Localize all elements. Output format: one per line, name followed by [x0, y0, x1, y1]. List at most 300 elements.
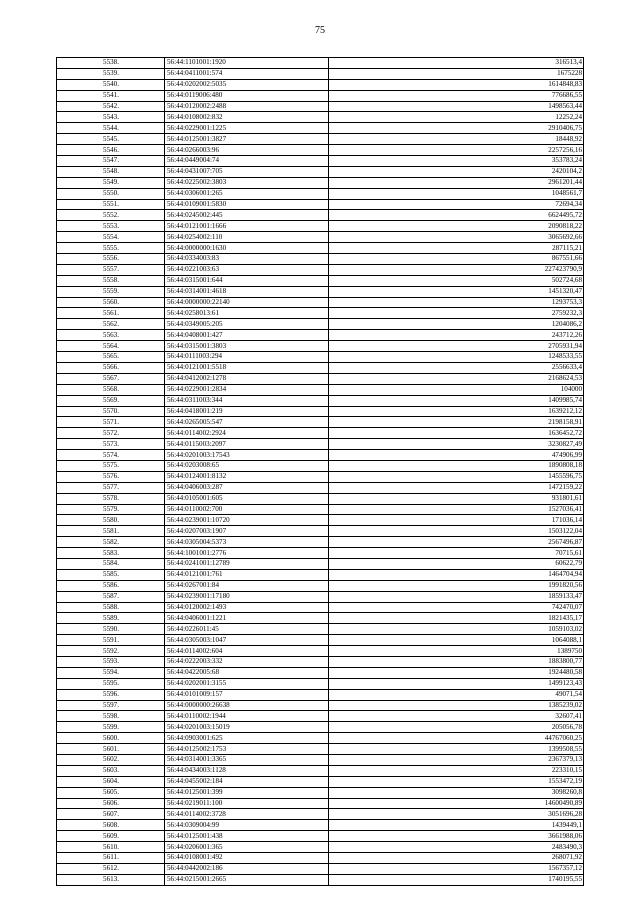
cadastral-number-cell: 56:44:0000000:26638: [165, 700, 329, 711]
cadastral-number-cell: 56:44:0265005:547: [165, 417, 329, 428]
cadastral-number-cell: 56:44:0229001:1225: [165, 123, 329, 134]
table-row: [57, 874, 584, 885]
cadastral-number-cell: 56:44:0222003:332: [165, 656, 329, 667]
row-number-cell: 5610.: [57, 842, 165, 853]
row-number-cell: 5607.: [57, 809, 165, 820]
row-number-cell: 5594.: [57, 667, 165, 678]
value-cell: 1248533,55: [329, 352, 584, 363]
cadastral-number-cell: 56:44:0225002:3803: [165, 177, 329, 188]
value-cell: 104000: [329, 384, 584, 395]
value-cell: 931801,61: [329, 493, 584, 504]
value-cell: 243712,26: [329, 330, 584, 341]
value-cell: 70715,61: [329, 548, 584, 559]
row-number-cell: 5596.: [57, 689, 165, 700]
value-cell: 1498563,44: [329, 101, 584, 112]
row-number-cell: 5559.: [57, 286, 165, 297]
cadastral-number-cell: 56:44:0315001:644: [165, 275, 329, 286]
value-cell: 3065692,66: [329, 232, 584, 243]
table-row: [57, 853, 584, 864]
table-row: [57, 787, 584, 798]
table-row: [57, 156, 584, 167]
value-cell: 1399508,55: [329, 744, 584, 755]
cadastral-number-cell: 56:44:1001001:2776: [165, 548, 329, 559]
table-row: [57, 58, 584, 69]
row-number-cell: 5591.: [57, 635, 165, 646]
cadastral-number-cell: 56:44:0219011:100: [165, 798, 329, 809]
table-row: [57, 112, 584, 123]
row-number-cell: 5569.: [57, 395, 165, 406]
row-number-cell: 5604.: [57, 776, 165, 787]
value-cell: 1503122,04: [329, 526, 584, 537]
row-number-cell: 5556.: [57, 254, 165, 265]
cadastral-number-cell: 56:44:0455002:184: [165, 776, 329, 787]
row-number-cell: 5576.: [57, 471, 165, 482]
row-number-cell: 5560.: [57, 297, 165, 308]
table-row: [57, 776, 584, 787]
row-number-cell: 5540.: [57, 79, 165, 90]
table-row: [57, 613, 584, 624]
value-cell: 18448,92: [329, 134, 584, 145]
table-row: [57, 199, 584, 210]
row-number-cell: 5561.: [57, 308, 165, 319]
value-cell: 1740195,55: [329, 874, 584, 885]
table-row: [57, 700, 584, 711]
table-row: [57, 243, 584, 254]
cadastral-number-cell: 56:44:0124001:8132: [165, 471, 329, 482]
cadastral-number-cell: 56:44:0201003:17543: [165, 450, 329, 461]
table-row: [57, 319, 584, 330]
value-cell: 1464704,94: [329, 569, 584, 580]
value-cell: 3661988,06: [329, 831, 584, 842]
value-cell: 3230827,49: [329, 439, 584, 450]
table-row: [57, 79, 584, 90]
table-row: [57, 689, 584, 700]
value-cell: 32607,41: [329, 711, 584, 722]
table-row: [57, 711, 584, 722]
cadastral-number-cell: 56:44:0306001:265: [165, 188, 329, 199]
cadastral-number-cell: 56:44:0101009:157: [165, 689, 329, 700]
row-number-cell: 5563.: [57, 330, 165, 341]
table-row: [57, 188, 584, 199]
row-number-cell: 5582.: [57, 537, 165, 548]
value-cell: 1064088,1: [329, 635, 584, 646]
value-cell: 2483490,3: [329, 842, 584, 853]
cadastral-number-cell: 56:44:0254002:110: [165, 232, 329, 243]
table-row: [57, 515, 584, 526]
table-row: [57, 504, 584, 515]
cadastral-number-cell: 56:44:0111003:294: [165, 352, 329, 363]
value-cell: 2759232,3: [329, 308, 584, 319]
row-number-cell: 5577.: [57, 482, 165, 493]
row-number-cell: 5545.: [57, 134, 165, 145]
table-row: [57, 635, 584, 646]
cadastral-number-cell: 56:44:0000000:22140: [165, 297, 329, 308]
row-number-cell: 5600.: [57, 733, 165, 744]
table-row: [57, 831, 584, 842]
table-row: [57, 471, 584, 482]
table-row: [57, 602, 584, 613]
value-cell: 2257256,16: [329, 145, 584, 156]
row-number-cell: 5606.: [57, 798, 165, 809]
table-row: [57, 373, 584, 384]
row-number-cell: 5609.: [57, 831, 165, 842]
row-number-cell: 5593.: [57, 656, 165, 667]
row-number-cell: 5580.: [57, 515, 165, 526]
table-row: [57, 548, 584, 559]
table-row: [57, 428, 584, 439]
cadastral-number-cell: 56:44:0120002:1493: [165, 602, 329, 613]
cadastral-number-cell: 56:44:0412002:1278: [165, 373, 329, 384]
value-cell: 1614848,83: [329, 79, 584, 90]
value-cell: 1204086,2: [329, 319, 584, 330]
cadastral-number-cell: 56:44:0000000:1630: [165, 243, 329, 254]
table-row: [57, 744, 584, 755]
value-cell: 1991820,56: [329, 580, 584, 591]
value-cell: 171036,14: [329, 515, 584, 526]
table-row: [57, 395, 584, 406]
row-number-cell: 5613.: [57, 874, 165, 885]
row-number-cell: 5566.: [57, 362, 165, 373]
table-row: [57, 526, 584, 537]
row-number-cell: 5585.: [57, 569, 165, 580]
row-number-cell: 5599.: [57, 722, 165, 733]
row-number-cell: 5564.: [57, 341, 165, 352]
value-cell: 2420104,2: [329, 166, 584, 177]
cadastral-number-cell: 56:44:0229001:2834: [165, 384, 329, 395]
cadastral-number-cell: 56:44:1101001:1920: [165, 58, 329, 69]
cadastral-number-cell: 56:44:0120002:2488: [165, 101, 329, 112]
row-number-cell: 5552.: [57, 210, 165, 221]
table-row: [57, 210, 584, 221]
value-cell: 1636452,72: [329, 428, 584, 439]
cadastral-number-cell: 56:44:0315001:3803: [165, 341, 329, 352]
table-row: [57, 352, 584, 363]
value-cell: 205056,78: [329, 722, 584, 733]
table-row: [57, 755, 584, 766]
table-row: [57, 221, 584, 232]
table-row: [57, 177, 584, 188]
row-number-cell: 5572.: [57, 428, 165, 439]
table-row: [57, 417, 584, 428]
cadastral-number-cell: 56:44:0215001:2665: [165, 874, 329, 885]
cadastral-number-cell: 56:44:0226011:45: [165, 624, 329, 635]
value-cell: 2961201,44: [329, 177, 584, 188]
value-cell: 2705931,94: [329, 341, 584, 352]
row-number-cell: 5547.: [57, 156, 165, 167]
row-number-cell: 5553.: [57, 221, 165, 232]
table-row: [57, 384, 584, 395]
table-row: [57, 863, 584, 874]
row-number-cell: 5539.: [57, 68, 165, 79]
table-row: [57, 722, 584, 733]
row-number-cell: 5549.: [57, 177, 165, 188]
table-row: [57, 439, 584, 450]
value-cell: 2367379,13: [329, 755, 584, 766]
value-cell: 2090818,22: [329, 221, 584, 232]
cadastral-number-cell: 56:44:0121001:761: [165, 569, 329, 580]
table-row: [57, 733, 584, 744]
table-row: [57, 68, 584, 79]
value-cell: 2198158,91: [329, 417, 584, 428]
row-number-cell: 5602.: [57, 755, 165, 766]
table-row: [57, 362, 584, 373]
table-row: [57, 450, 584, 461]
cadastral-number-cell: 56:44:0418001:219: [165, 406, 329, 417]
table-row: [57, 667, 584, 678]
row-number-cell: 5612.: [57, 863, 165, 874]
cadastral-number-cell: 56:44:0125001:399: [165, 787, 329, 798]
row-number-cell: 5587.: [57, 591, 165, 602]
row-number-cell: 5586.: [57, 580, 165, 591]
row-number-cell: 5579.: [57, 504, 165, 515]
cadastral-number-cell: 56:44:0239001:10720: [165, 515, 329, 526]
table-row: [57, 264, 584, 275]
cadastral-number-cell: 56:44:0442002:186: [165, 863, 329, 874]
value-cell: 72694,34: [329, 199, 584, 210]
value-cell: 223310,15: [329, 765, 584, 776]
value-cell: 1451320,47: [329, 286, 584, 297]
cadastral-number-cell: 56:44:0202002:5035: [165, 79, 329, 90]
cadastral-number-cell: 56:44:0406003:287: [165, 482, 329, 493]
row-number-cell: 5546.: [57, 145, 165, 156]
row-number-cell: 5541.: [57, 90, 165, 101]
value-cell: 49071,54: [329, 689, 584, 700]
row-number-cell: 5544.: [57, 123, 165, 134]
row-number-cell: 5589.: [57, 613, 165, 624]
row-number-cell: 5538.: [57, 58, 165, 69]
cadastral-number-cell: 56:44:0406001:1221: [165, 613, 329, 624]
row-number-cell: 5555.: [57, 243, 165, 254]
value-cell: 1924480,58: [329, 667, 584, 678]
cadastral-number-cell: 56:44:0105001:605: [165, 493, 329, 504]
value-cell: 2567496,87: [329, 537, 584, 548]
table-row: [57, 297, 584, 308]
table-row: [57, 166, 584, 177]
value-cell: 1409985,74: [329, 395, 584, 406]
table-row: [57, 406, 584, 417]
cadastral-number-cell: 56:44:0207003:1907: [165, 526, 329, 537]
page-number: 75: [315, 25, 325, 36]
row-number-cell: 5584.: [57, 558, 165, 569]
value-cell: 1048561,7: [329, 188, 584, 199]
table-row: [57, 123, 584, 134]
cadastral-number-cell: 56:44:0114002:3728: [165, 809, 329, 820]
value-cell: 1567357,12: [329, 863, 584, 874]
row-number-cell: 5608.: [57, 820, 165, 831]
row-number-cell: 5571.: [57, 417, 165, 428]
value-cell: 1293753,3: [329, 297, 584, 308]
value-cell: 227423790,9: [329, 264, 584, 275]
table-row: [57, 101, 584, 112]
value-cell: 1499123,43: [329, 678, 584, 689]
cadastral-number-cell: 56:44:0114002:604: [165, 646, 329, 657]
value-cell: 6624495,72: [329, 210, 584, 221]
table-row: [57, 624, 584, 635]
cadastral-number-cell: 56:44:0239001:17180: [165, 591, 329, 602]
value-cell: 2910406,75: [329, 123, 584, 134]
value-cell: 1675228: [329, 68, 584, 79]
row-number-cell: 5574.: [57, 450, 165, 461]
value-cell: 1890808,18: [329, 460, 584, 471]
table-row: [57, 232, 584, 243]
value-cell: 3051696,28: [329, 809, 584, 820]
table-row: [57, 341, 584, 352]
table-row: [57, 90, 584, 101]
table-row: [57, 569, 584, 580]
cadastral-number-cell: 56:44:0125001:438: [165, 831, 329, 842]
value-cell: 1385239,02: [329, 700, 584, 711]
row-number-cell: 5542.: [57, 101, 165, 112]
cadastral-number-cell: 56:44:0309004:99: [165, 820, 329, 831]
cadastral-number-cell: 56:44:0903001:625: [165, 733, 329, 744]
table-row: [57, 656, 584, 667]
cadastral-number-cell: 56:44:0258013:61: [165, 308, 329, 319]
row-number-cell: 5550.: [57, 188, 165, 199]
table-body: [57, 58, 584, 886]
value-cell: 353783,24: [329, 156, 584, 167]
cadastral-number-cell: 56:44:0119006:480: [165, 90, 329, 101]
cadastral-number-cell: 56:44:0422005:68: [165, 667, 329, 678]
cadastral-number-cell: 56:44:0202001:3155: [165, 678, 329, 689]
table-row: [57, 537, 584, 548]
value-cell: 2168624,53: [329, 373, 584, 384]
row-number-cell: 5575.: [57, 460, 165, 471]
cadastral-number-cell: 56:44:0114002:2924: [165, 428, 329, 439]
row-number-cell: 5590.: [57, 624, 165, 635]
row-number-cell: 5578.: [57, 493, 165, 504]
cadastral-number-cell: 56:44:0121001:5518: [165, 362, 329, 373]
row-number-cell: 5548.: [57, 166, 165, 177]
table-row: [57, 134, 584, 145]
cadastral-number-cell: 56:44:0305003:1047: [165, 635, 329, 646]
table-row: [57, 820, 584, 831]
value-cell: 1639212,12: [329, 406, 584, 417]
cadastral-number-cell: 56:44:0201003:15019: [165, 722, 329, 733]
value-cell: 1859133,47: [329, 591, 584, 602]
cadastral-number-cell: 56:44:0108001:492: [165, 853, 329, 864]
cadastral-number-cell: 56:44:0110002:700: [165, 504, 329, 515]
row-number-cell: 5597.: [57, 700, 165, 711]
cadastral-number-cell: 56:44:0121001:1666: [165, 221, 329, 232]
table-row: [57, 308, 584, 319]
cadastral-number-cell: 56:44:0449004:74: [165, 156, 329, 167]
value-cell: 1472159,22: [329, 482, 584, 493]
row-number-cell: 5581.: [57, 526, 165, 537]
cadastral-number-cell: 56:44:0110002:1944: [165, 711, 329, 722]
table-row: [57, 254, 584, 265]
table-row: [57, 591, 584, 602]
table-row: [57, 842, 584, 853]
value-cell: 316513,4: [329, 58, 584, 69]
table-row: [57, 765, 584, 776]
cadastral-table: [56, 57, 584, 886]
table-row: [57, 460, 584, 471]
value-cell: 2556633,4: [329, 362, 584, 373]
table-row: [57, 286, 584, 297]
value-cell: 742470,07: [329, 602, 584, 613]
cadastral-number-cell: 56:44:0411001:574: [165, 68, 329, 79]
cadastral-number-cell: 56:44:0115003:2097: [165, 439, 329, 450]
cadastral-number-cell: 56:44:0431007:705: [165, 166, 329, 177]
cadastral-number-cell: 56:44:0125002:1753: [165, 744, 329, 755]
cadastral-number-cell: 56:44:0241001:12789: [165, 558, 329, 569]
value-cell: 14600490,89: [329, 798, 584, 809]
row-number-cell: 5595.: [57, 678, 165, 689]
table-row: [57, 558, 584, 569]
value-cell: 1553472,19: [329, 776, 584, 787]
row-number-cell: 5551.: [57, 199, 165, 210]
cadastral-number-cell: 56:44:0245002:445: [165, 210, 329, 221]
table-row: [57, 275, 584, 286]
value-cell: 867551,66: [329, 254, 584, 265]
value-cell: 60622,79: [329, 558, 584, 569]
row-number-cell: 5543.: [57, 112, 165, 123]
cadastral-number-cell: 56:44:0203008:65: [165, 460, 329, 471]
cadastral-number-cell: 56:44:0108002:832: [165, 112, 329, 123]
row-number-cell: 5558.: [57, 275, 165, 286]
row-number-cell: 5568.: [57, 384, 165, 395]
cadastral-number-cell: 56:44:0305004:5373: [165, 537, 329, 548]
value-cell: 1439449,1: [329, 820, 584, 831]
value-cell: 44767060,25: [329, 733, 584, 744]
value-cell: 1821435,17: [329, 613, 584, 624]
row-number-cell: 5598.: [57, 711, 165, 722]
value-cell: 1883800,77: [329, 656, 584, 667]
table-row: [57, 646, 584, 657]
cadastral-number-cell: 56:44:0349005:205: [165, 319, 329, 330]
row-number-cell: 5588.: [57, 602, 165, 613]
cadastral-number-cell: 56:44:0314001:4618: [165, 286, 329, 297]
row-number-cell: 5583.: [57, 548, 165, 559]
value-cell: 1059103,02: [329, 624, 584, 635]
table-row: [57, 482, 584, 493]
table-row: [57, 809, 584, 820]
row-number-cell: 5573.: [57, 439, 165, 450]
table-row: [57, 493, 584, 504]
value-cell: 1527036,41: [329, 504, 584, 515]
cadastral-number-cell: 56:44:0125001:3827: [165, 134, 329, 145]
row-number-cell: 5562.: [57, 319, 165, 330]
row-number-cell: 5603.: [57, 765, 165, 776]
value-cell: 776686,55: [329, 90, 584, 101]
row-number-cell: 5554.: [57, 232, 165, 243]
table-row: [57, 678, 584, 689]
cadastral-number-cell: 56:44:0221003:63: [165, 264, 329, 275]
value-cell: 268071,92: [329, 853, 584, 864]
row-number-cell: 5557.: [57, 264, 165, 275]
row-number-cell: 5565.: [57, 352, 165, 363]
value-cell: 1455596,75: [329, 471, 584, 482]
row-number-cell: 5611.: [57, 853, 165, 864]
table-row: [57, 798, 584, 809]
value-cell: 474906,99: [329, 450, 584, 461]
table-row: [57, 580, 584, 591]
cadastral-number-cell: 56:44:0311003:344: [165, 395, 329, 406]
table-row: [57, 145, 584, 156]
value-cell: 1389750: [329, 646, 584, 657]
cadastral-number-cell: 56:44:0267001:84: [165, 580, 329, 591]
value-cell: 3098260,8: [329, 787, 584, 798]
value-cell: 287115,21: [329, 243, 584, 254]
row-number-cell: 5592.: [57, 646, 165, 657]
row-number-cell: 5567.: [57, 373, 165, 384]
row-number-cell: 5570.: [57, 406, 165, 417]
cadastral-number-cell: 56:44:0109001:5830: [165, 199, 329, 210]
cadastral-number-cell: 56:44:0266003:96: [165, 145, 329, 156]
cadastral-number-cell: 56:44:0434003:1128: [165, 765, 329, 776]
table-row: [57, 330, 584, 341]
row-number-cell: 5605.: [57, 787, 165, 798]
